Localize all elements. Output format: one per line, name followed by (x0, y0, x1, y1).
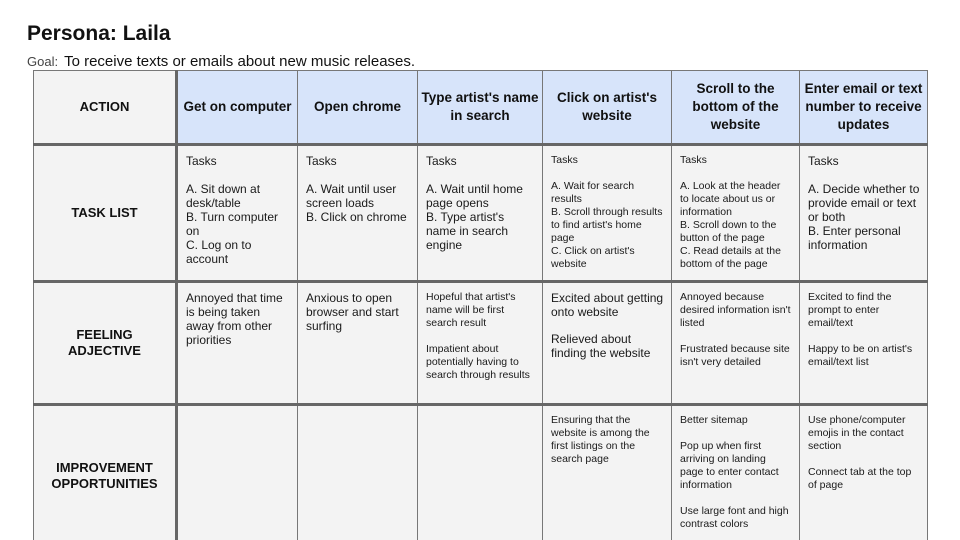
tasks-cell-3 (418, 145, 543, 282)
goal-label: Goal: (27, 54, 59, 69)
tasks-cell-6 (800, 145, 928, 282)
feeling-text-5: Annoyed because desired information isn't listed Frustrated because site isn't very detailed (680, 291, 791, 368)
improvement-cell-1 (177, 405, 298, 540)
tasks-text-4: Tasks A. Wait for search results B. Scroll through results to find artist's home page C. Click on artist's website (551, 154, 663, 270)
improvement-cell-6 (800, 405, 928, 540)
improvement-text-5: Better sitemap Pop up when first arriving on landing page to enter contact information Use large font and high contrast colors (680, 414, 789, 530)
feeling-text-3: Hopeful that artist's name will be first search result Impatient about potentially having to search through results (426, 291, 530, 381)
tasks-text-6: Tasks A. Decide whether to provide email or text or both B. Enter personal information (808, 154, 920, 252)
step-action-4: Click on artist's website (543, 71, 672, 145)
tasks-text-3: Tasks A. Wait until home page opens B. Type artist's name in search engine (426, 154, 523, 252)
improvement-text-3 (418, 406, 542, 418)
goal-text: To receive texts or emails about new music releases. (64, 53, 416, 70)
improvement-text-1 (178, 406, 297, 418)
row-label-improvement: IMPROVEMENT OPPORTUNITIES (34, 405, 177, 540)
step-action-3: Type artist's name in search (418, 71, 543, 145)
goal-line (27, 53, 415, 70)
row-label-feeling: FEELING ADJECTIVE (34, 282, 177, 405)
row-label-task-list: TASK LIST (34, 145, 177, 282)
step-action-5: Scroll to the bottom of the website (672, 71, 800, 145)
step-action-1: Get on computer (177, 71, 298, 145)
step-action-2: Open chrome (298, 71, 418, 145)
tasks-text-5: Tasks A. Look at the header to locate about us or information B. Scroll down to the button of the page C. Read details at the bottom of the page (680, 154, 781, 270)
tasks-cell-1 (177, 145, 298, 282)
feeling-text-2: Anxious to open browser and start surfing (306, 291, 399, 333)
feeling-text-6: Excited to find the prompt to enter email/text Happy to be on artist's email/text list (808, 291, 913, 368)
improvement-text-4: Ensuring that the website is among the first listings on the search page (551, 414, 650, 465)
feeling-cell-1 (177, 282, 298, 405)
feeling-row (34, 282, 928, 405)
feeling-cell-4 (543, 282, 672, 405)
improvement-cell-2 (298, 405, 418, 540)
tasks-cell-2 (298, 145, 418, 282)
feeling-text-1: Annoyed that time is being taken away from other priorities (186, 291, 283, 347)
tasks-cell-4 (543, 145, 672, 282)
improvement-cell-5 (672, 405, 800, 540)
feeling-cell-6 (800, 282, 928, 405)
action-row (34, 71, 928, 145)
tasks-cell-5 (672, 145, 800, 282)
row-label-action: ACTION (34, 71, 177, 145)
page-title: Persona: Laila (27, 22, 171, 45)
journey-map-table (33, 70, 928, 540)
improvement-cell-3 (418, 405, 543, 540)
improvement-cell-4 (543, 405, 672, 540)
tasks-text-1: Tasks A. Sit down at desk/table B. Turn computer on C. Log on to account (186, 154, 279, 266)
feeling-cell-5 (672, 282, 800, 405)
step-action-6: Enter email or text number to receive updates (800, 71, 928, 145)
improvement-row (34, 405, 928, 540)
feeling-cell-2 (298, 282, 418, 405)
task-list-row (34, 145, 928, 282)
feeling-text-4: Excited about getting onto website Relieved about finding the website (551, 291, 664, 360)
feeling-cell-3 (418, 282, 543, 405)
improvement-text-6: Use phone/computer emojis in the contact section Connect tab at the top of page (808, 414, 912, 491)
tasks-text-2: Tasks A. Wait until user screen loads B. Click on chrome (306, 154, 407, 224)
improvement-text-2 (298, 406, 417, 418)
